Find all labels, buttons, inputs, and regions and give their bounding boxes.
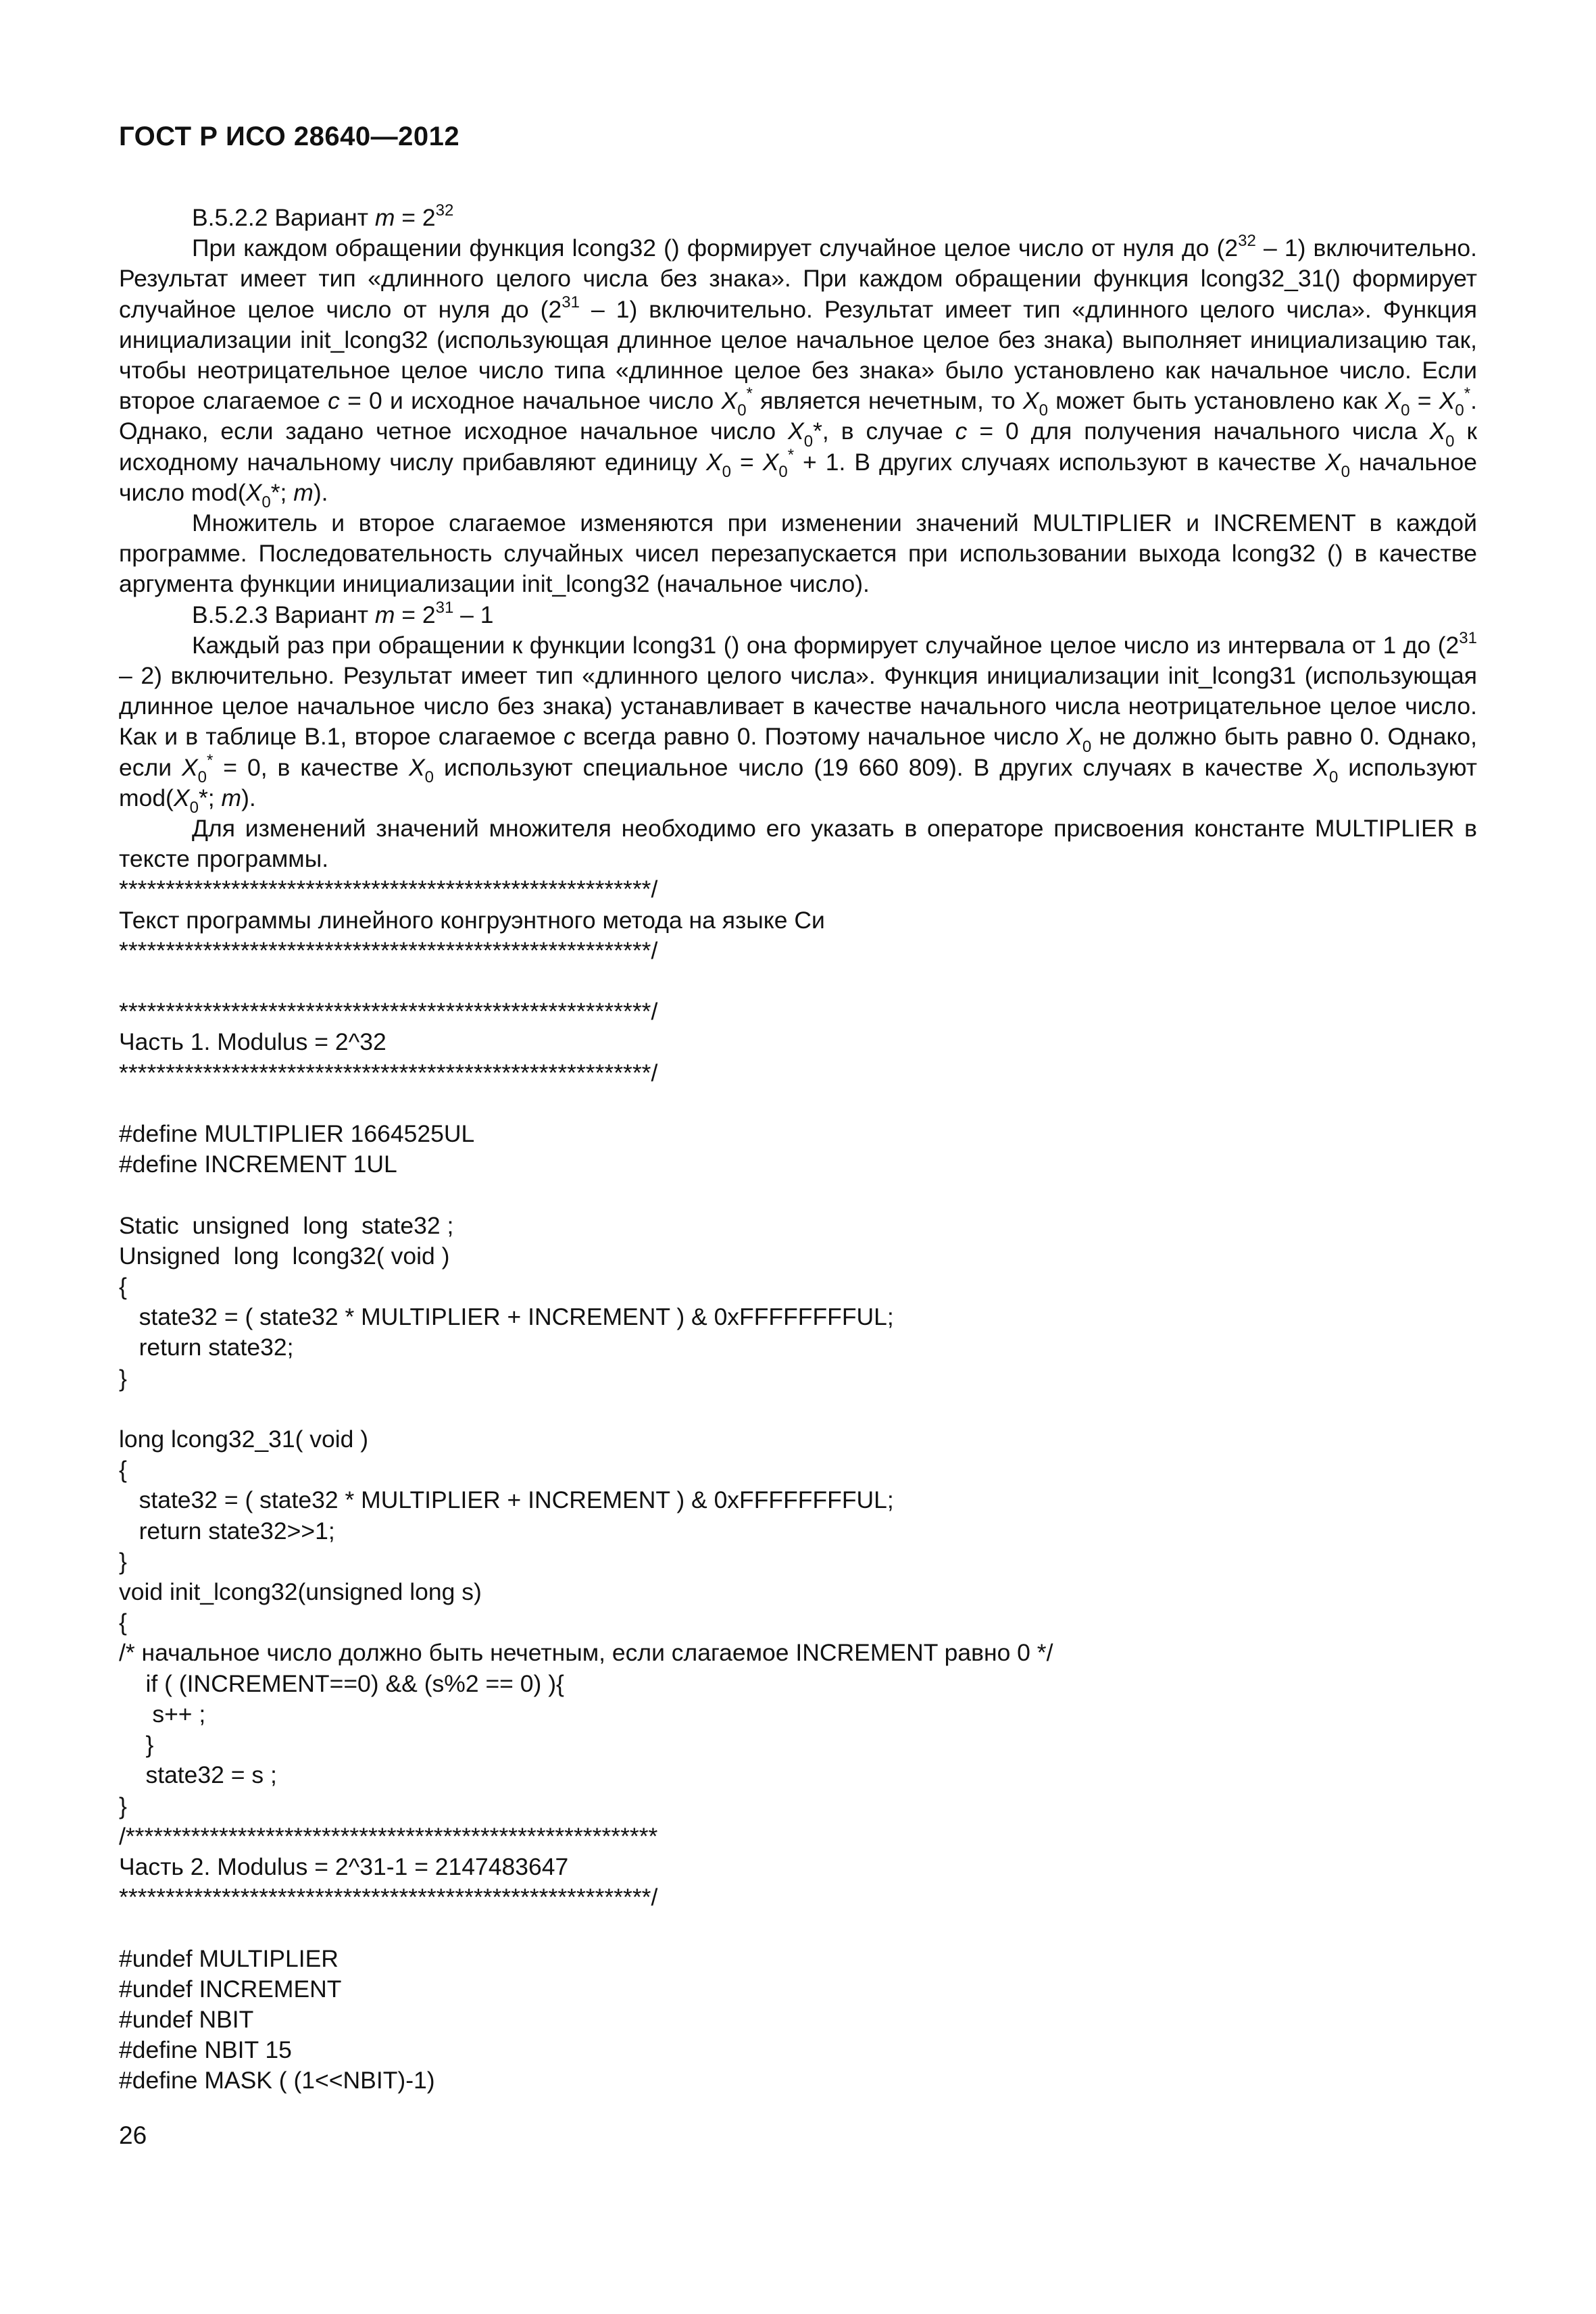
document-header: ГОСТ Р ИСО 28640—2012 [119,122,460,151]
code-line: } [119,1547,127,1575]
section-heading-b523: В.5.2.3 Вариант $m = 2^{31} - 1$ [192,598,494,628]
code-line: state32 = s ; [119,1761,277,1789]
paragraph-b522-multiplier: Множитель и второе слагаемое изменяются при изменении значений MULTIPLIER и INCREMENT в каждой программе. Последовательность случайных чисел перезапускается при использовании выхода lcong32 () в качестве аргумента функции инициализации init_lcong32 (начальное число). [119,509,1477,598]
paragraph-b523-description: Каждый раз при обращении к функции lcong31 () она формирует случайное целое число из интервала от 1 до $(2^{31} - 2)$ включительно. Результат имеет тип «длинного целого числа». Функция инициализации init_lcong31 (использующая длинное целое начальное число без знака) устанавливает в качестве начального числа неотрицательное целое число. Как и в таблице В.1, второе слагаемое c всегда равно 0. Поэтому начальное число $X_0$ не должно быть равно 0. Однако, если $X_0^* = 0$, в качестве $X_0$ используют специальное число (19 660 809). В других случаях в качестве $X_0$ используют $mod(X_0*$; m). [119,629,1478,817]
code-line [119,1180,1477,1210]
code-line: *********************************************************/ [119,1884,658,1911]
code-line: Часть 2. Modulus = 2^31-1 = 2147483647 [119,1853,569,1880]
code-line: } [119,1792,127,1819]
code-line: } [119,1731,154,1759]
code-line: void init_lcong32(unsigned long s) [119,1578,482,1606]
paragraph-b523-multiplier-note: Для изменений значений множителя необходимо его указать в операторе присвоения константе MULTIPLIER в тексте программы. [119,815,1477,873]
code-line: #undef INCREMENT [119,1975,342,2003]
code-line: /* начальное число должно быть нечетным, если слагаемое INCREMENT равно 0 */ [119,1639,1053,1667]
code-line: s++ ; [119,1700,206,1728]
code-line: *********************************************************/ [119,1059,658,1086]
code-listing [119,874,1477,2096]
code-line: state32 = ( state32 * MULTIPLIER + INCREMENT ) & 0xFFFFFFFFUL; [119,1303,894,1331]
code-line: return state32>>1; [119,1517,335,1544]
code-line: Static unsigned long state32 ; [119,1211,454,1239]
code-line: return state32; [119,1334,294,1361]
code-line: *********************************************************/ [119,876,658,903]
code-line: if ( (INCREMENT==0) && (s%2 == 0) ){ [119,1669,564,1697]
code-line: #undef NBIT [119,2005,254,2033]
page-content [119,203,1477,2096]
section-heading-b522: В.5.2.2 Вариант $m = 2^{32}$ [192,201,454,231]
code-line: long lcong32_31( void ) [119,1426,369,1453]
code-line [119,1088,1477,1119]
paragraph-b522-description: При каждом обращении функция lcong32 () формирует случайное целое число от нуля до $(2^{32} - 1)$ включительно. Результат имеет тип «длинного целого числа без знака». При каждом обращении функция lcong32_31() формирует случайное целое число от нуля до $(2^{31} - 1)$ включительно. Результат имеет тип «длинного целого числа». Функция инициализации init_lcong32 (использующая длинное целое начальное целое без знака) выполняет инициализацию так, чтобы неотрицательное целое число типа «длинное целое без знака» было установлено как начальное число. Если второе слагаемое c = 0 и исходное начальное число $X_0^*$ является нечетным, то $X_0$ может быть установлено как $X_0 = X_0^*$. Однако, если задано четное исходное начальное число $X_0*$, в случае c = 0 для получения начального числа $X_0$ к исходному начальному числу прибавляют единицу $X_0 = X_0^* + 1$. В других случаях используют в качестве $X_0$ начальное число $mod(X_0*$; m). [119,232,1478,511]
code-line: #define MASK ( (1<<NBIT)-1) [119,2067,435,2094]
code-line [119,966,1477,997]
code-line: /********************************************************* [119,1822,658,1850]
code-line: } [119,1364,127,1392]
code-line: state32 = ( state32 * MULTIPLIER + INCREMENT ) & 0xFFFFFFFFUL; [119,1486,894,1514]
code-line: Текст программы линейного конгруэнтного метода на языке Си [119,906,825,934]
code-line [119,1913,1477,1943]
code-line: { [119,1456,127,1484]
code-line: *********************************************************/ [119,998,658,1026]
code-line: #define INCREMENT 1UL [119,1151,397,1178]
code-line: *********************************************************/ [119,936,658,964]
code-line: #undef MULTIPLIER [119,1944,339,1972]
page-number: 26 [119,2121,147,2149]
code-line: #define MULTIPLIER 1664525UL [119,1120,475,1148]
code-line: Часть 1. Modulus = 2^32 [119,1028,386,1056]
code-line: { [119,1273,127,1301]
code-line [119,1394,1477,1424]
code-line: Unsigned long lcong32( void ) [119,1242,450,1269]
code-line: { [119,1609,127,1636]
code-line: #define NBIT 15 [119,2036,292,2064]
